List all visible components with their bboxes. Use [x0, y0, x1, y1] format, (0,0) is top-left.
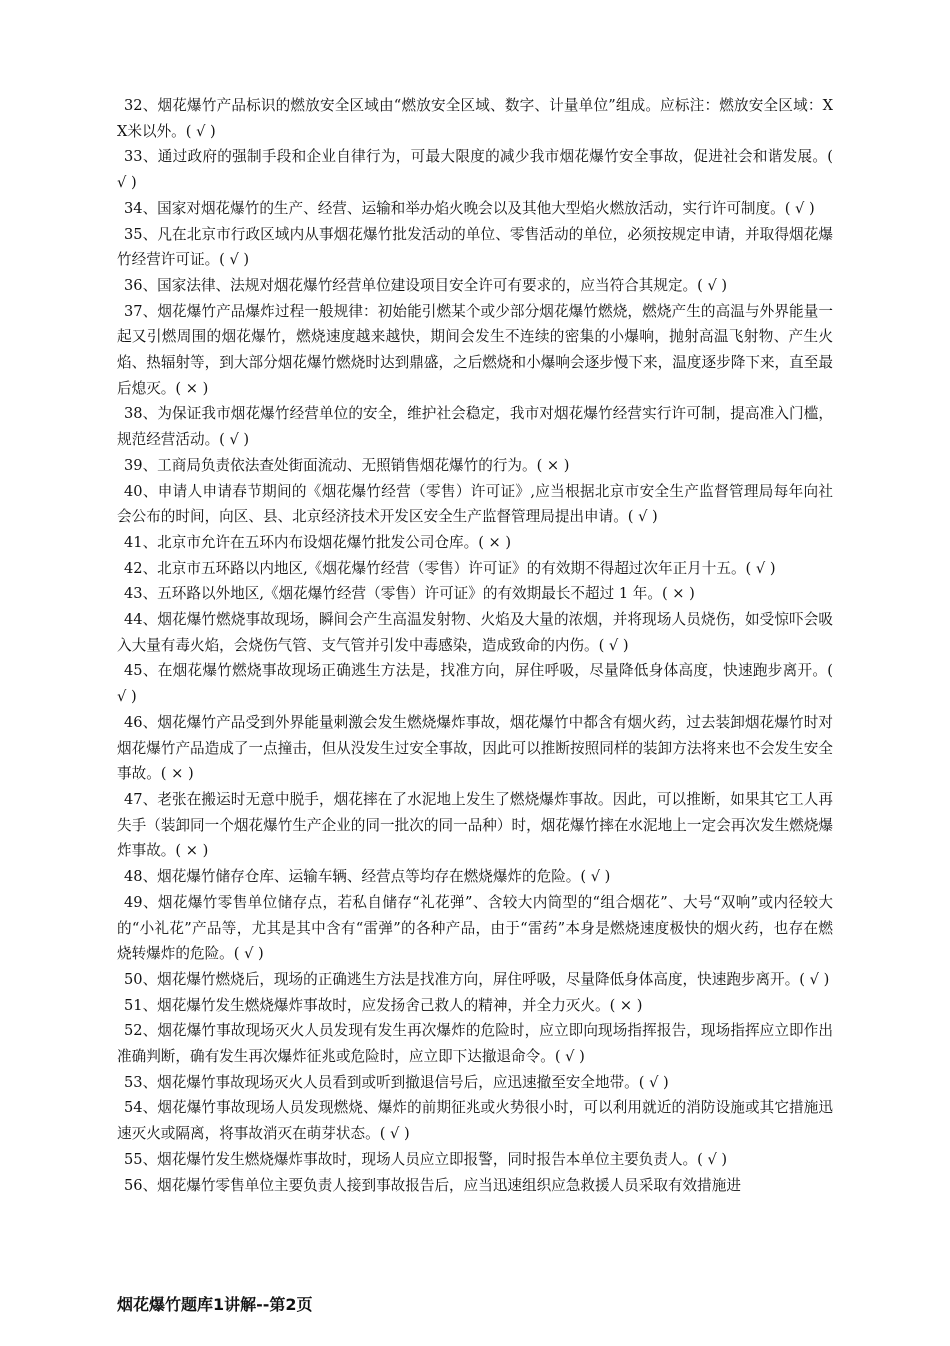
question-item: 54、烟花爆竹事故现场人员发现燃烧、爆炸的前期征兆或火势很小时，可以利用就近的消防设施或其它措施迅速灭火或隔离，将事故消灭在萌芽状态。( √ ) [117, 1099, 833, 1143]
question-item: 39、工商局负责依法查处街面流动、无照销售烟花爆竹的行为。( × ) [124, 456, 570, 474]
question-item: 47、老张在搬运时无意中脱手，烟花摔在了水泥地上发生了燃烧爆炸事故。因此，可以推断，如果其它工人再失手（装卸同一个烟花爆竹生产企业的同一批次的同一品种）时，烟花爆竹摔在水泥地上一定会再次发生燃烧爆炸事故。( × ) [117, 790, 833, 860]
page-footer: 烟花爆竹题库1讲解--第2页 [117, 1295, 313, 1314]
question-item: 38、为保证我市烟花爆竹经营单位的安全，维护社会稳定，我市对烟花爆竹经营实行许可制，提高准入门槛，规范经营活动。( √ ) [117, 405, 833, 449]
question-item: 44、烟花爆竹燃烧事故现场，瞬间会产生高温发射物、火焰及大量的浓烟，并将现场人员烧伤，如受惊吓会吸入大量有毒火焰，会烧伤气管、支气管并引发中毒感染，造成致命的内伤。( √ ) [117, 611, 833, 654]
question-item: 43、五环路以外地区,《烟花爆竹经营（零售）许可证》的有效期最长不超过 1 年。( × ) [124, 585, 695, 603]
question-item: 49、烟花爆竹零售单位储存点，若私自储存“礼花弹”、含较大内筒型的“组合烟花”、大号“双响”或内径较大的“小礼花”产品等，尤其是其中含有“雷弹”的各种产品，由于“雷药”本身是燃烧速度极快的烟火药，也存在燃烧转爆炸的危险。( √ ) [117, 893, 833, 963]
question-item: 50、烟花爆竹燃烧后，现场的正确逃生方法是找准方向，屏住呼吸，尽量降低身体高度，快速跑步离开。( √ ) [124, 970, 830, 988]
question-list [117, 93, 833, 1198]
question-item: 40、申请人申请春节期间的《烟花爆竹经营（零售）许可证》,应当根据北京市安全生产监督管理局每年向社会公布的时间，向区、县、北京经济技术开发区安全生产监督管理局提出申请。( √ ) [117, 482, 833, 526]
question-item: 45、在烟花爆竹燃烧事故现场正确逃生方法是，找准方向，屏住呼吸，尽量降低身体高度，快速跑步离开。( √ ) [117, 662, 833, 706]
question-item: 55、烟花爆竹发生燃烧爆炸事故时，现场人员应立即报警，同时报告本单位主要负责人。( √ ) [124, 1150, 728, 1168]
question-item: 35、凡在北京市行政区域内从事烟花爆竹批发活动的单位、零售活动的单位，必须按规定申请，并取得烟花爆竹经营许可证。( √ ) [117, 225, 833, 269]
question-item: 41、北京市允许在五环内布设烟花爆竹批发公司仓库。( × ) [124, 533, 512, 551]
question-item: 53、烟花爆竹事故现场灭火人员看到或听到撤退信号后，应迅速撤至安全地带。( √ ) [124, 1073, 669, 1091]
question-item: 32、烟花爆竹产品标识的燃放安全区域由“燃放安全区域、数字、计量单位”组成。应标注：燃放安全区域：XX米以外。( √ ) [117, 97, 833, 140]
question-item: 36、国家法律、法规对烟花爆竹经营单位建设项目安全许可有要求的，应当符合其规定。( √ ) [124, 276, 728, 294]
question-item: 52、烟花爆竹事故现场灭火人员发现有发生再次爆炸的危险时，应立即向现场指挥报告，现场指挥应立即作出准确判断，确有发生再次爆炸征兆或危险时，应立即下达撤退命令。( √ ) [117, 1022, 833, 1066]
question-item: 37、烟花爆竹产品爆炸过程一般规律：初始能引燃某个或少部分烟花爆竹燃烧，燃烧产生的高温与外界能量一起又引燃周围的烟花爆竹，燃烧速度越来越快，期间会发生不连续的密集的小爆响，抛射高温飞射物、产生火焰、热辐射等，到大部分烟花爆竹燃烧时达到鼎盛，之后燃烧和小爆响会逐步慢下来，温度逐步降下来，直至最后熄灭。( × ) [117, 302, 833, 397]
question-item: 33、通过政府的强制手段和企业自律行为，可最大限度的减少我市烟花爆竹安全事故，促进社会和谐发展。( √ ) [117, 148, 833, 192]
question-item: 46、烟花爆竹产品受到外界能量刺激会发生燃烧爆炸事故，烟花爆竹中都含有烟火药，过去装卸烟花爆竹时对烟花爆竹产品造成了一点撞击，但从没发生过安全事故，因此可以推断按照同样的装卸方法将来也不会发生安全事故。( × ) [117, 713, 833, 783]
question-item: 56、烟花爆竹零售单位主要负责人接到事故报告后，应当迅速组织应急救援人员采取有效措施进 [124, 1176, 741, 1194]
question-item: 42、北京市五环路以内地区,《烟花爆竹经营（零售）许可证》的有效期不得超过次年正月十五。( √ ) [124, 559, 776, 577]
question-item: 34、国家对烟花爆竹的生产、经营、运输和举办焰火晚会以及其他大型焰火燃放活动，实行许可制度。( √ ) [124, 199, 815, 217]
question-item: 51、烟花爆竹发生燃烧爆炸事故时，应发扬舍己救人的精神，并全力灭火。( × ) [124, 996, 643, 1014]
question-item: 48、烟花爆竹储存仓库、运输车辆、经营点等均存在燃烧爆炸的危险。( √ ) [124, 868, 611, 886]
